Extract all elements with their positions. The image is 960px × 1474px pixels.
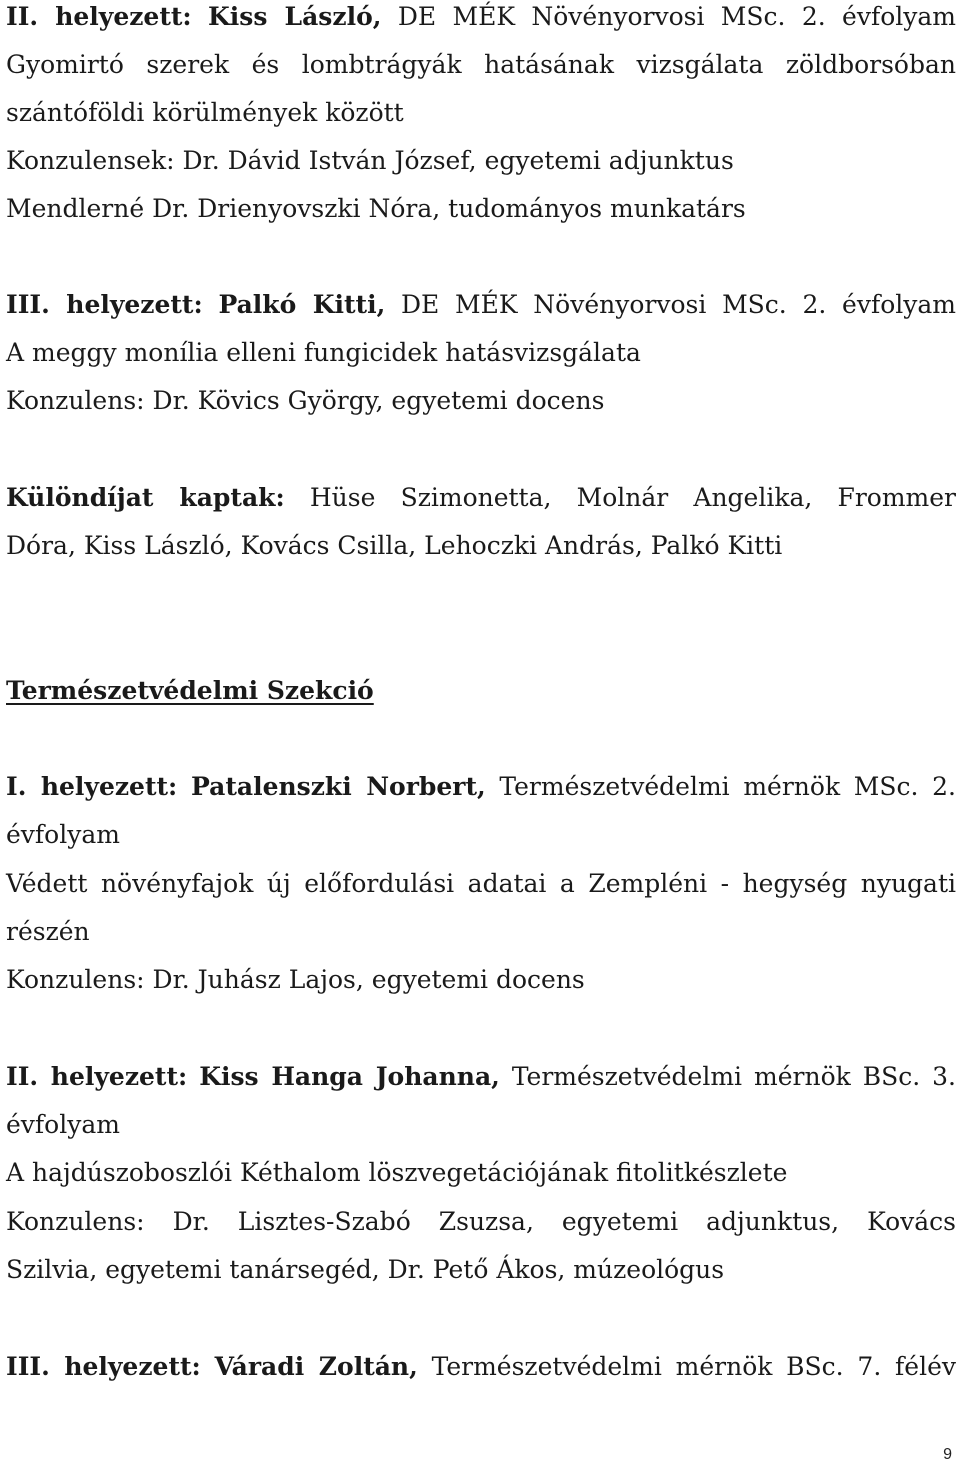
entry-heading-line — [6, 2, 956, 32]
program-text-cont: évfolyam — [6, 820, 120, 849]
entry-heading-line — [6, 290, 956, 320]
placement-label: III. helyezett: — [6, 290, 203, 319]
advisor-line: Szilvia, egyetemi tanársegéd, Dr. Pető Ákos, múzeológus — [6, 1255, 725, 1284]
thesis-title-line: Védett növényfajok új előfordulási adatai a Zempléni - hegység nyugati — [6, 869, 956, 898]
program-text: DE MÉK Növényorvosi MSc. 2. évfolyam — [401, 290, 957, 319]
advisor-line: Konzulens: Dr. Juhász Lajos, egyetemi docens — [6, 965, 585, 994]
advisor-line: Konzulensek: Dr. Dávid István József, egyetemi adjunktus — [6, 146, 734, 175]
advisor-line: Konzulens: Dr. Lisztes-Szabó Zsuzsa, egyetemi adjunktus, Kovács — [6, 1207, 956, 1236]
advisor-line: Mendlerné Dr. Drienyovszki Nóra, tudományos munkatárs — [6, 194, 746, 223]
winner-name: Váradi Zoltán, — [214, 1352, 418, 1381]
entry-heading-line — [6, 772, 956, 802]
thesis-title-line: Gyomirtó szerek és lombtrágyák hatásának vizsgálata zöldborsóban — [6, 50, 956, 79]
thesis-title-line: szántóföldi körülmények között — [6, 98, 404, 127]
program-text: Természetvédelmi mérnök BSc. 3. — [511, 1062, 956, 1091]
placement-label: II. helyezett: — [6, 1062, 188, 1091]
section-heading — [6, 676, 956, 706]
program-text: Természetvédelmi mérnök MSc. 2. — [499, 772, 957, 801]
special-prizes-names: Hüse Szimonetta, Molnár Angelika, Frommer — [309, 483, 956, 512]
special-prizes-line — [6, 483, 956, 513]
section-heading-text: Természetvédelmi Szekció — [6, 676, 374, 705]
entry-heading-line — [6, 1062, 956, 1092]
thesis-title-line: A meggy monília elleni fungicidek hatásvizsgálata — [6, 338, 641, 367]
program-text-cont: évfolyam — [6, 1110, 120, 1139]
advisor-line: Konzulens: Dr. Kövics György, egyetemi docens — [6, 386, 605, 415]
thesis-title-line: A hajdúszoboszlói Kéthalom löszvegetációjának fitolitkészlete — [6, 1158, 788, 1187]
page-number: 9 — [943, 1446, 952, 1463]
placement-label: I. helyezett: — [6, 772, 178, 801]
thesis-title-line: részén — [6, 917, 90, 946]
placement-label: III. helyezett: — [6, 1352, 201, 1381]
winner-name: Kiss László, — [208, 2, 382, 31]
special-prizes-label: Különdíjat kaptak: — [6, 483, 285, 512]
program-text: Természetvédelmi mérnök BSc. 7. félév — [431, 1352, 957, 1381]
winner-name: Palkó Kitti, — [218, 290, 386, 319]
placement-label: II. helyezett: — [6, 2, 192, 31]
entry-heading-line — [6, 1352, 956, 1382]
winner-name: Patalenszki Norbert, — [191, 772, 486, 801]
winner-name: Kiss Hanga Johanna, — [199, 1062, 500, 1091]
special-prizes-names-cont: Dóra, Kiss László, Kovács Csilla, Lehoczki András, Palkó Kitti — [6, 531, 783, 560]
program-text: DE MÉK Növényorvosi MSc. 2. évfolyam — [397, 2, 957, 31]
